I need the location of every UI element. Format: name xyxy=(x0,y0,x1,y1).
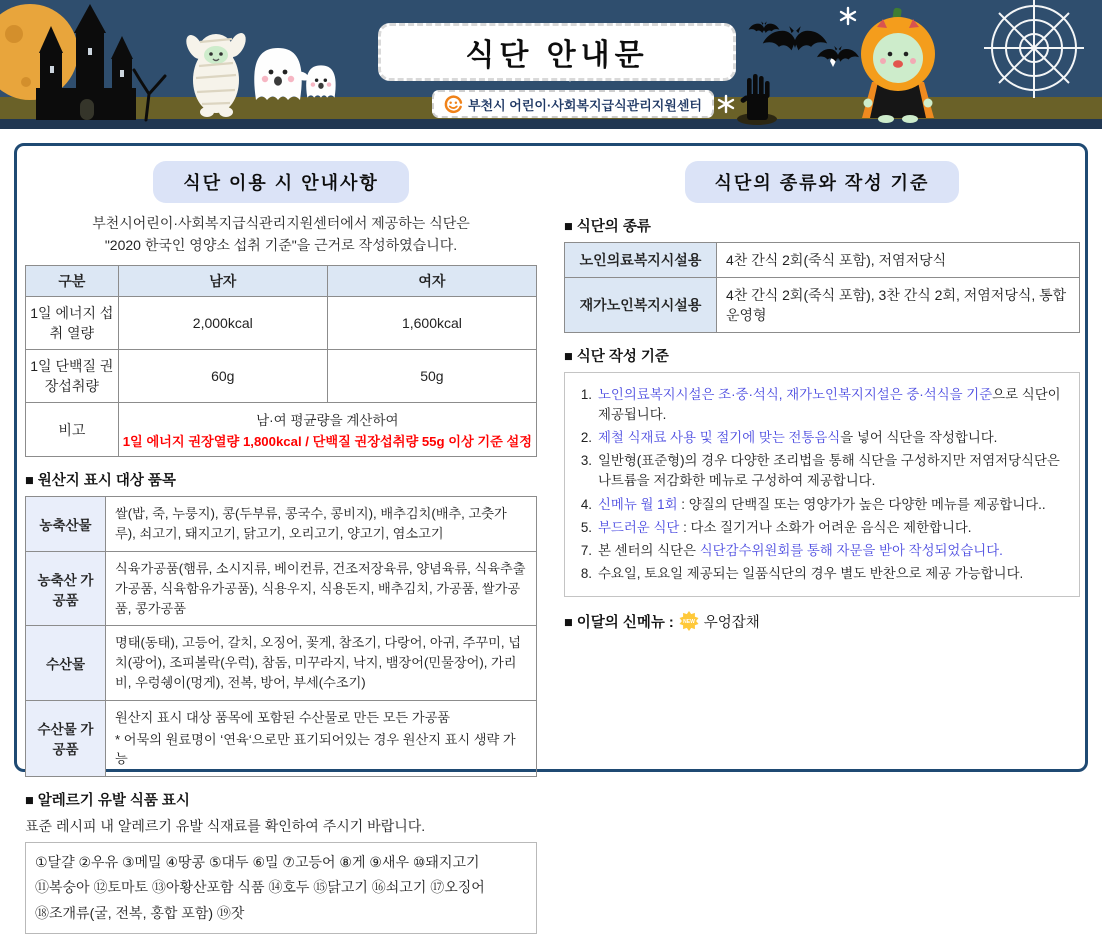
origin-items-agri-processed: 식육가공품(햄류, 소시지류, 베이컨류, 건조저장육류, 양념육류, 식육추출가공품, 식육함유가공품), 식용우지, 식용돈지, 배추김치, 가공품, 쌀가공품, 콩가공품 xyxy=(106,551,537,625)
table-row xyxy=(26,700,537,776)
table-row xyxy=(26,551,537,625)
table-row xyxy=(26,297,537,350)
new-menu-value: 우엉잡채 xyxy=(703,614,760,631)
origin-items-seafood: 명태(동태), 고등어, 갈치, 오징어, 꽃게, 참조기, 다랑어, 아귀, 주꾸미, 넙치(광어), 조피볼락(우럭), 참돔, 미꾸라지, 낙지, 뱀장어(민물장어), 가리비, 우렁쉥이(멍게), 전복, 방어, 부세(수조기) xyxy=(106,626,537,700)
menu-types-table xyxy=(564,242,1080,333)
criteria-item: 3. 일반형(표준형)의 경우 다양한 조리법을 통해 식단을 구성하지만 저염저당식단은 나트륨을 저감화한 메뉴로 구성하여 제공합니다. xyxy=(580,453,1060,489)
new-menu-label: ■ 이달의 신메뉴 : xyxy=(564,614,674,631)
col-header-category: 구분 xyxy=(26,266,119,297)
ghost-small-icon xyxy=(306,65,335,97)
origin-labeling-table xyxy=(25,496,537,777)
intro-line-1: 부천시어린이·사회복지급식관리지원센터에서 제공하는 식단은 xyxy=(92,215,470,231)
criteria-list-box xyxy=(564,372,1080,597)
table-header-row xyxy=(26,266,537,297)
allergy-section-heading: ■ 알레르기 유발 식품 표시 xyxy=(25,793,190,810)
origin-label-seafood-processed: 수산물 가공품 xyxy=(26,700,106,776)
banner xyxy=(0,0,1102,129)
content-frame xyxy=(14,143,1088,921)
type-label-home: 재가노인복지시설용 xyxy=(565,278,717,333)
origin-items-agri: 쌀(밥, 죽, 누룽지), 콩(두부류, 콩국수, 콩비지), 배추김치(배추, 고춧가루), 쇠고기, 돼지고기, 닭고기, 오리고기, 양고기, 염소고기 xyxy=(106,497,537,552)
type-label-medical: 노인의료복지시설용 xyxy=(565,243,717,278)
note-line-1: 남·여 평균량을 계산하여 xyxy=(256,413,399,429)
origin-label-seafood: 수산물 xyxy=(26,626,106,700)
origin-items-seafood-processed xyxy=(106,700,537,776)
section-title-menu-criteria: 식단의 종류와 작성 기준 xyxy=(685,161,960,203)
type-value-home: 4찬 간식 2회(죽식 포함), 3찬 간식 2회, 저염저당식, 통합운영형 xyxy=(717,278,1080,333)
allergy-line-1: ①달걀 ②우유 ③메밀 ④땅콩 ⑤대두 ⑥밀 ⑦고등어 ⑧게 ⑨새우 ⑩돼지고기 xyxy=(35,854,480,871)
note-line-2-highlight: 1일 에너지 권장열량 1,800kcal / 단백질 권장섭취량 55g 이상 기준 설정 xyxy=(122,434,532,450)
page-title xyxy=(378,23,736,81)
table-row xyxy=(26,497,537,552)
criteria-item: 5. 부드러운 식단 : 다소 질기거나 소화가 어려운 음식은 제한합니다. xyxy=(580,519,972,535)
origin-label-agri-processed: 농축산 가공품 xyxy=(26,551,106,625)
table-row-note xyxy=(26,403,537,457)
right-column xyxy=(564,161,1080,632)
seafood-processed-text: 원산지 표시 대상 품목에 포함된 수산물로 만든 모든 가공품 xyxy=(115,709,451,725)
section-title-usage-guide: 식단 이용 시 안내사항 xyxy=(153,161,409,203)
criteria-item: 7. 본 센터의 식단은 식단감수위원회를 통해 자문을 받아 작성되었습니다. xyxy=(580,542,1003,558)
intro-line-2: "2020 한국인 영양소 섭취 기준"을 근거로 작성하였습니다. xyxy=(104,236,458,253)
org-name: 부천시 어린이·사회복지급식관리지원센터 xyxy=(468,97,702,113)
intro-text xyxy=(25,213,537,256)
origin-section-heading: ■ 원산지 표시 대상 품목 xyxy=(25,473,176,490)
page-title-text: 식단 안내문 xyxy=(465,39,649,72)
origin-label-agri: 농축산물 xyxy=(26,497,106,552)
row-label-note: 비고 xyxy=(26,403,119,457)
criteria-item: 8. 수요일, 토요일 제공되는 일품식단의 경우 별도 반찬으로 제공 가능합니다. xyxy=(580,565,1024,581)
protein-female: 50g xyxy=(327,350,536,403)
criteria-heading: ■ 식단 작성 기준 xyxy=(564,349,669,365)
allergy-line-2: ⑪복숭아 ⑫토마토 ⑬아황산포함 식품 ⑭호두 ⑮닭고기 ⑯쇠고기 ⑰오징어 xyxy=(35,879,485,896)
new-badge-icon xyxy=(679,611,699,631)
energy-female: 1,600kcal xyxy=(327,297,536,350)
table-row xyxy=(26,350,537,403)
table-row xyxy=(26,626,537,700)
table-row xyxy=(565,278,1080,333)
allergy-description: 표준 레시피 내 알레르기 유발 식재료를 확인하여 주시기 바랍니다. xyxy=(25,818,426,835)
menu-types-heading: ■ 식단의 종류 xyxy=(564,219,651,235)
col-header-male: 남자 xyxy=(118,266,327,297)
criteria-item: 2. 제철 식재료 사용 및 절기에 맞는 전통음식을 넣어 식단을 작성합니다. xyxy=(580,430,998,446)
table-row xyxy=(565,243,1080,278)
note-cell xyxy=(118,403,536,457)
col-header-female: 여자 xyxy=(327,266,536,297)
org-logo-icon xyxy=(444,95,463,114)
left-column xyxy=(25,161,537,934)
energy-male: 2,000kcal xyxy=(118,297,327,350)
allergy-line-3: ⑱조개류(굴, 전복, 홍합 포함) ⑲잣 xyxy=(35,904,245,921)
org-badge xyxy=(432,90,714,118)
type-value-medical: 4찬 간식 2회(죽식 포함), 저염저당식 xyxy=(717,243,1080,278)
seafood-processed-note: * 어묵의 원료명이 ‘연육‘으로만 표기되어있는 경우 원산지 표시 생략 가능 xyxy=(115,731,516,767)
row-label-protein: 1일 단백질 권장섭취량 xyxy=(26,350,119,403)
nutrition-standard-table xyxy=(25,265,537,457)
allergy-list-box xyxy=(25,842,537,934)
new-menu-line xyxy=(564,611,1080,632)
protein-male: 60g xyxy=(118,350,327,403)
row-label-energy: 1일 에너지 섭취 열량 xyxy=(26,297,119,350)
criteria-item: 4. 신메뉴 월 1회 : 양질의 단백질 또는 영양가가 높은 다양한 메뉴를 제공합니다.. xyxy=(580,496,1046,512)
svg-text:NEW: NEW xyxy=(682,619,695,626)
criteria-item: 1. 노인의료복지시설은 조·중·석식, 재가노인복지지설은 중·석식을 기준으로 식단이 제공됩니다. xyxy=(580,387,1061,423)
